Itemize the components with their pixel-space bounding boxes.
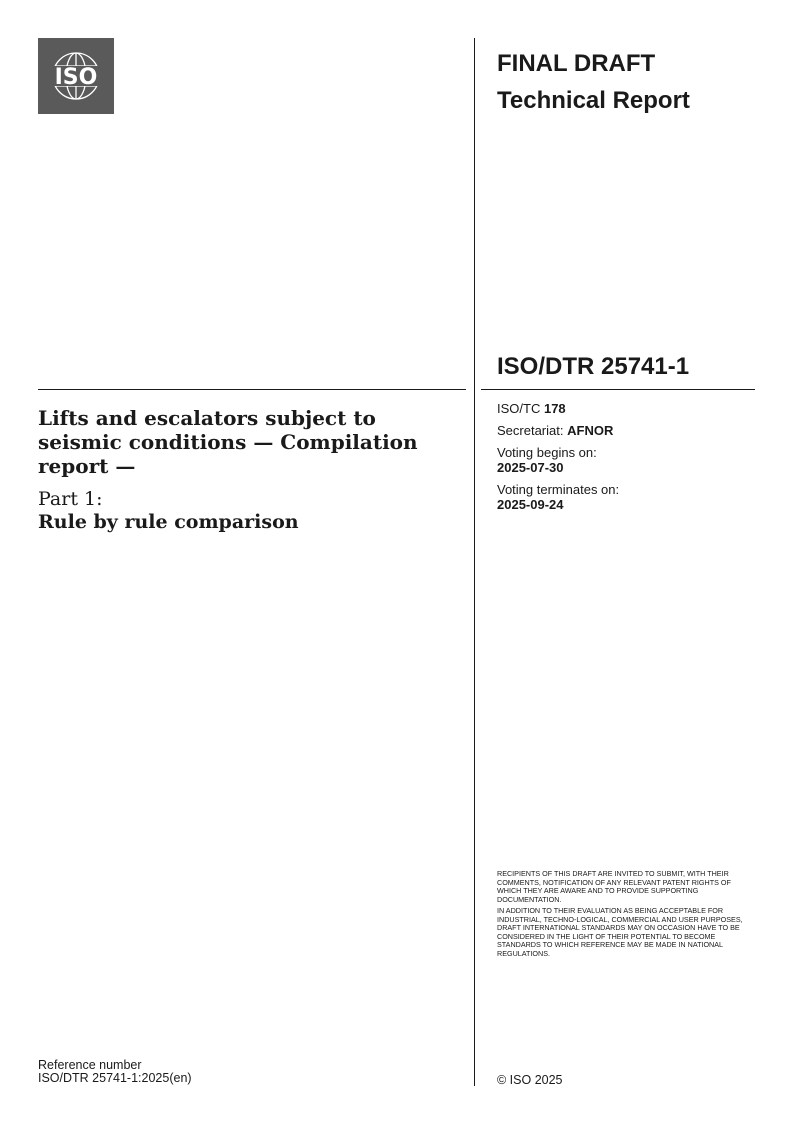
committee-value: 178: [543, 401, 566, 416]
part-label: Part 1:: [38, 488, 103, 510]
part-title: Rule by rule comparison: [38, 511, 299, 533]
voting-begins: [497, 445, 747, 475]
document-title: [38, 406, 458, 534]
draft-status: FINAL DRAFT: [497, 50, 656, 77]
iso-logo-text: ISO: [54, 65, 98, 90]
voting-terminates-label: Voting terminates on:: [497, 482, 620, 497]
notice-paragraph-1: RECIPIENTS OF THIS DRAFT ARE INVITED TO SUBMIT, WITH THEIR COMMENTS, NOTIFICATION OF ANY RELEVANT PATENT RIGHTS OF WHICH THEY ARE AWARE AND TO PROVIDE SUPPORTING DOCUMENTATION.: [497, 869, 731, 904]
document-number: ISO/DTR 25741-1: [497, 353, 690, 380]
reference-label: Reference number: [38, 1058, 142, 1072]
title-main: Lifts and escalators subject to seismic conditions — Compilation report —: [38, 406, 418, 478]
vertical-divider: [474, 38, 475, 1086]
secretariat-label: Secretariat:: [497, 423, 564, 438]
iso-logo: [38, 38, 114, 114]
recipient-notice: [497, 870, 753, 961]
left-horizontal-rule: [38, 389, 466, 390]
right-horizontal-rule: [481, 389, 755, 390]
voting-terminates: [497, 482, 747, 512]
document-type: Technical Report: [497, 87, 690, 114]
document-metadata: [497, 401, 747, 519]
notice-paragraph-2: IN ADDITION TO THEIR EVALUATION AS BEING ACCEPTABLE FOR INDUSTRIAL, TECHNO-LOGICAL, COMMERCIAL AND USER PURPOSES, DRAFT INTERNATIONAL STANDARDS MAY ON OCCASION HAVE TO BE CONSIDERED IN THE LIGHT OF THEIR POTENTIAL TO BECOME STANDARDS TO WHICH REFERENCE MAY BE MADE IN NATIONAL REGULATIONS.: [497, 906, 743, 958]
secretariat-value: AFNOR: [567, 423, 614, 438]
copyright: © ISO 2025: [497, 1073, 563, 1087]
voting-begins-date: 2025-07-30: [497, 460, 564, 475]
committee: [497, 401, 747, 416]
committee-label: ISO/TC: [497, 401, 541, 416]
voting-begins-label: Voting begins on:: [497, 445, 597, 460]
secretariat: [497, 423, 747, 438]
voting-terminates-date: 2025-09-24: [497, 497, 564, 512]
reference-number: [38, 1059, 192, 1085]
reference-value: ISO/DTR 25741-1:2025(en): [38, 1071, 192, 1085]
